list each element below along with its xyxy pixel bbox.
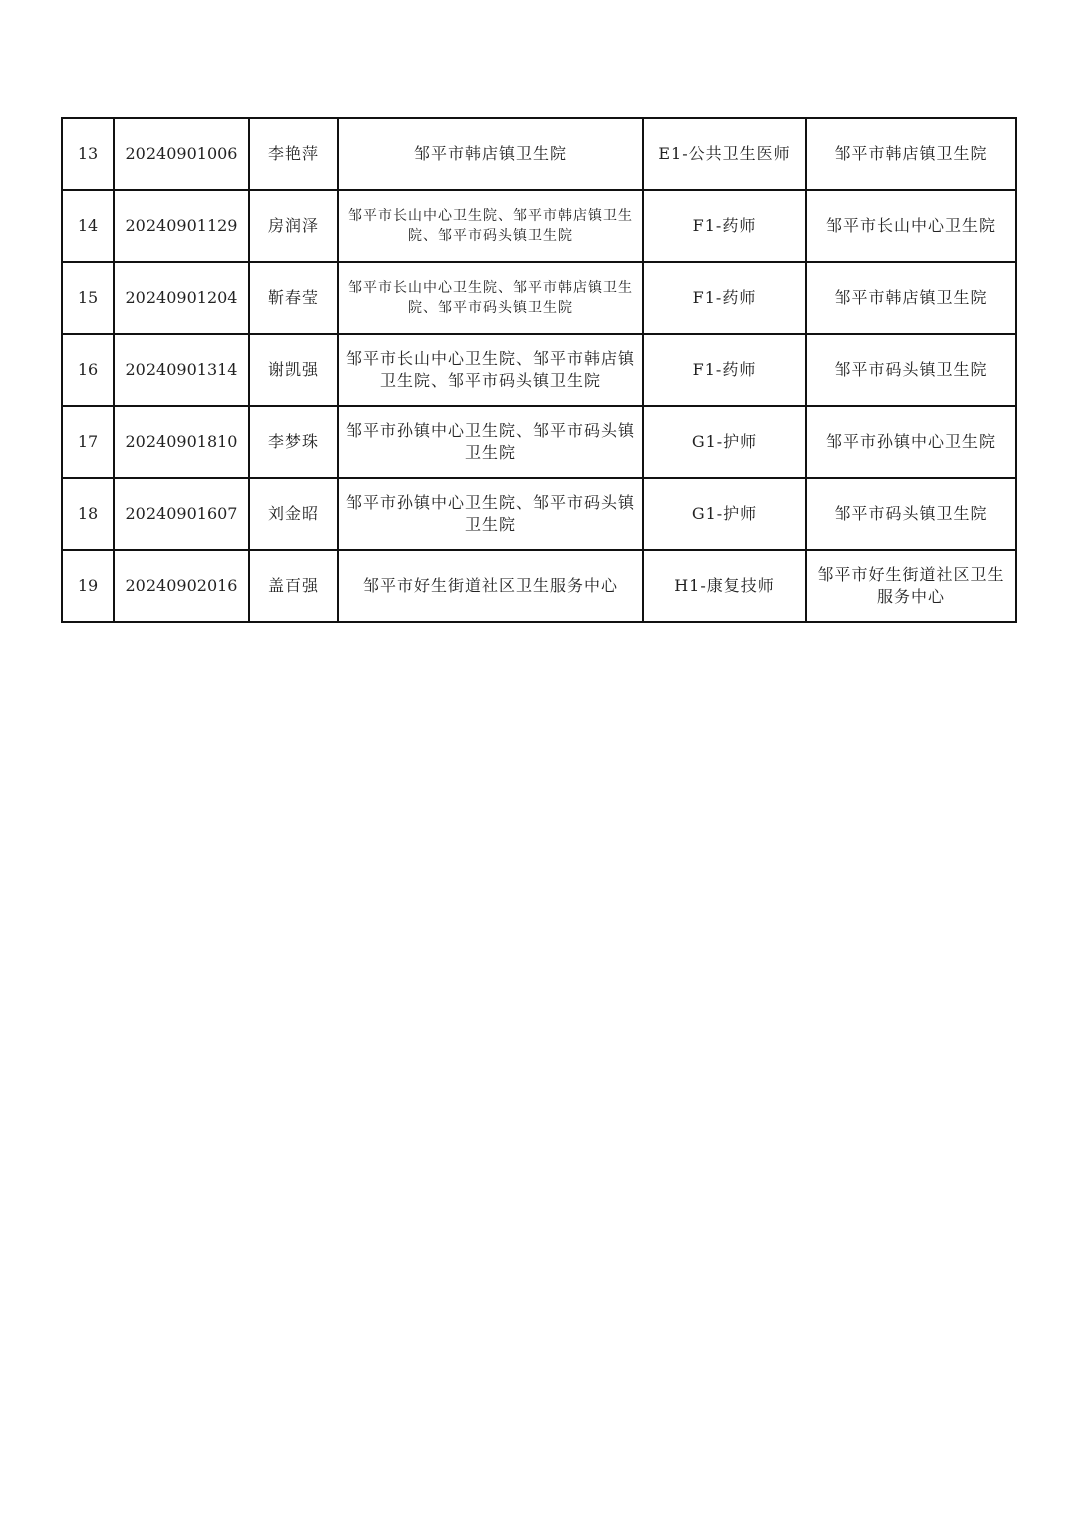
exam-id: 20240901006 [114, 118, 249, 190]
table-row [62, 262, 1016, 334]
candidate-name: 靳春莹 [249, 262, 338, 334]
row-number: 15 [62, 262, 114, 334]
applied-units: 邹平市韩店镇卫生院 [338, 118, 643, 190]
exam-id: 20240901314 [114, 334, 249, 406]
assigned-unit: 邹平市好生街道社区卫生服务中心 [806, 550, 1016, 622]
assigned-unit: 邹平市长山中心卫生院 [806, 190, 1016, 262]
candidate-name: 谢凯强 [249, 334, 338, 406]
applied-units: 邹平市长山中心卫生院、邹平市韩店镇卫生院、邹平市码头镇卫生院 [338, 334, 643, 406]
table-row [62, 190, 1016, 262]
exam-id: 20240902016 [114, 550, 249, 622]
candidate-name: 李梦珠 [249, 406, 338, 478]
position: F1-药师 [643, 190, 806, 262]
results-table [61, 117, 1017, 623]
applied-units: 邹平市长山中心卫生院、邹平市韩店镇卫生院、邹平市码头镇卫生院 [338, 190, 643, 262]
applied-units: 邹平市长山中心卫生院、邹平市韩店镇卫生院、邹平市码头镇卫生院 [338, 262, 643, 334]
row-number: 14 [62, 190, 114, 262]
exam-id: 20240901204 [114, 262, 249, 334]
applied-units: 邹平市孙镇中心卫生院、邹平市码头镇卫生院 [338, 478, 643, 550]
row-number: 18 [62, 478, 114, 550]
assigned-unit: 邹平市孙镇中心卫生院 [806, 406, 1016, 478]
exam-id: 20240901129 [114, 190, 249, 262]
candidate-name: 李艳萍 [249, 118, 338, 190]
position: G1-护师 [643, 478, 806, 550]
exam-id: 20240901810 [114, 406, 249, 478]
exam-id: 20240901607 [114, 478, 249, 550]
table-row [62, 406, 1016, 478]
candidate-name: 房润泽 [249, 190, 338, 262]
position: E1-公共卫生医师 [643, 118, 806, 190]
candidate-name: 刘金昭 [249, 478, 338, 550]
assigned-unit: 邹平市韩店镇卫生院 [806, 262, 1016, 334]
applied-units: 邹平市好生街道社区卫生服务中心 [338, 550, 643, 622]
row-number: 16 [62, 334, 114, 406]
row-number: 19 [62, 550, 114, 622]
position: G1-护师 [643, 406, 806, 478]
table-row [62, 550, 1016, 622]
position: F1-药师 [643, 262, 806, 334]
position: F1-药师 [643, 334, 806, 406]
assigned-unit: 邹平市韩店镇卫生院 [806, 118, 1016, 190]
applied-units: 邹平市孙镇中心卫生院、邹平市码头镇卫生院 [338, 406, 643, 478]
table-row [62, 478, 1016, 550]
table-row [62, 334, 1016, 406]
assigned-unit: 邹平市码头镇卫生院 [806, 478, 1016, 550]
row-number: 13 [62, 118, 114, 190]
candidate-name: 盖百强 [249, 550, 338, 622]
row-number: 17 [62, 406, 114, 478]
table-row [62, 118, 1016, 190]
position: H1-康复技师 [643, 550, 806, 622]
assigned-unit: 邹平市码头镇卫生院 [806, 334, 1016, 406]
